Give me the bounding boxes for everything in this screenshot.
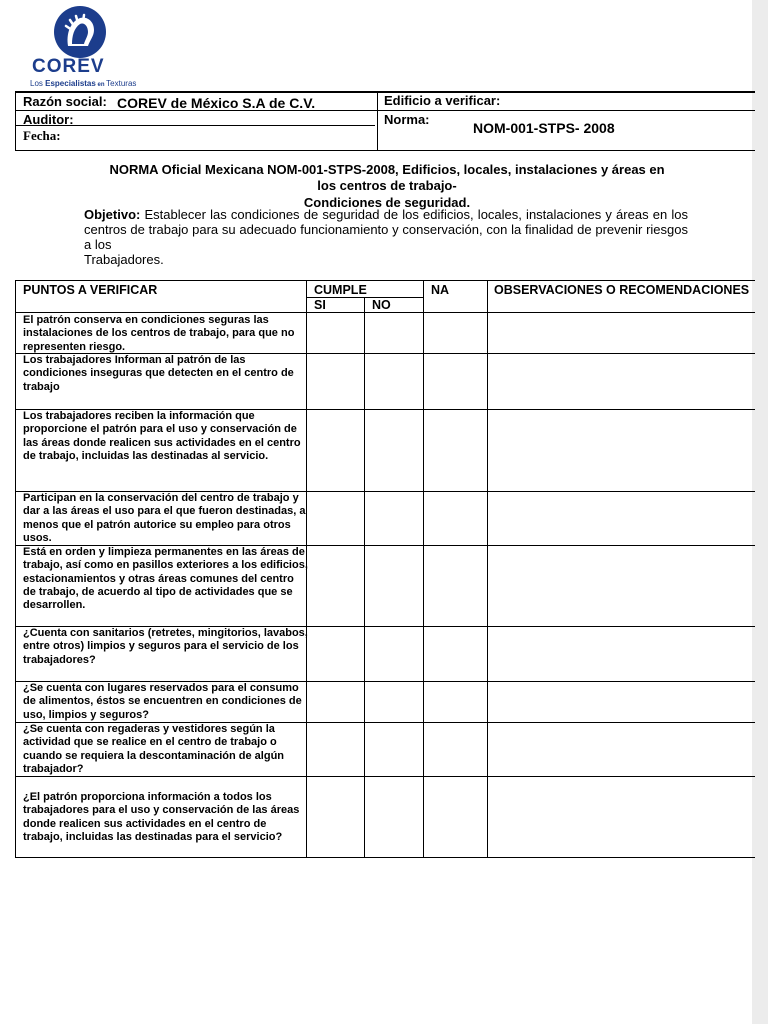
table-row-question: Los trabajadores reciben la información que proporcione el patrón para el uso y conservación de las áreas donde realicen sus actividades en el centro de trabajo, incluidas las destinadas al servicio. bbox=[23, 410, 301, 462]
edificio-label: Edificio a verificar: bbox=[384, 93, 501, 108]
table-row-question: ¿Se cuenta con regaderas y vestidores según la actividad que se realice en el centro de trabajo o cuando se requiera la descontaminación de algún trabajador? bbox=[23, 723, 285, 775]
objetivo-paragraph bbox=[84, 207, 688, 267]
col-header-na: NA bbox=[431, 283, 450, 297]
document-title bbox=[85, 162, 689, 211]
fecha-label: Fecha: bbox=[23, 128, 61, 143]
checklist-table bbox=[15, 280, 755, 858]
table-row-question: ¿El patrón proporciona información a todos los trabajadores para el uso y conservación de las áreas donde realicen sus actividades en el centro de trabajo, incluidas las destinadas para el servicio? bbox=[23, 791, 300, 843]
col-header-puntos: PUNTOS A VERIFICAR bbox=[23, 283, 158, 297]
brand-name: COREV bbox=[32, 56, 105, 77]
title-line-3: Condiciones de seguridad. bbox=[303, 195, 471, 210]
table-row-question: Los trabajadores Informan al patrón de las condiciones inseguras que detecten en el centro de trabajo bbox=[23, 354, 294, 393]
objetivo-text-end: Trabajadores. bbox=[84, 252, 164, 267]
title-line-1: NORMA Oficial Mexicana NOM-001-STPS-2008, Edificios, locales, instalaciones y áreas en bbox=[109, 162, 665, 177]
title-line-2: los centros de trabajo- bbox=[317, 178, 457, 193]
brand-tagline: Los Especialistas en Texturas bbox=[30, 79, 137, 88]
norma-label: Norma: bbox=[384, 112, 430, 127]
table-row-question: ¿Cuenta con sanitarios (retretes, mingitorios, lavabos, entre otros) limpios y seguros para el servicio de los trabajadores? bbox=[23, 627, 308, 666]
razon-social-label: Razón social: bbox=[23, 94, 107, 109]
lion-emblem-icon bbox=[54, 6, 106, 58]
objetivo-label: Objetivo: bbox=[84, 207, 141, 222]
col-header-cumple: CUMPLE bbox=[314, 283, 367, 297]
header-info-table bbox=[15, 91, 755, 151]
col-header-observaciones: OBSERVACIONES O RECOMENDACIONES bbox=[494, 283, 750, 297]
table-row-question: Está en orden y limpieza permanentes en las áreas de trabajo, así como en pasillos exteriores a los edificios, estacionamientos y otras áreas comunes del centro de trabajo, de acuerdo al tipo de actividades que se desarrollen. bbox=[23, 546, 308, 612]
objetivo-text: Establecer las condiciones de seguridad de los edificios, locales, instalaciones y áreas en los centros de trabajo para su adecuado funcionamiento y conservación, con la finalidad de prevenir riesgos a los bbox=[84, 207, 688, 252]
razon-social-value[interactable]: COREV de México S.A de C.V. bbox=[117, 95, 316, 111]
col-header-no: NO bbox=[372, 298, 391, 312]
corev-logo bbox=[28, 6, 138, 90]
col-header-si: SI bbox=[314, 298, 326, 312]
auditor-label: Auditor: bbox=[23, 112, 74, 127]
table-row-question: Participan en la conservación del centro de trabajo y dar a las áreas el uso para el que fueron destinadas, a menos que el patrón autorice su empleo para otros usos. bbox=[23, 492, 306, 544]
table-row-question: ¿Se cuenta con lugares reservados para el consumo de alimentos, éstos se encuentren en condiciones de uso, limpios y seguros? bbox=[23, 682, 302, 721]
table-row-question: El patrón conserva en condiciones seguras las instalaciones de los centros de trabajo, para que no representen riesgo. bbox=[23, 314, 295, 353]
norma-value[interactable]: NOM-001-STPS- 2008 bbox=[473, 120, 615, 136]
